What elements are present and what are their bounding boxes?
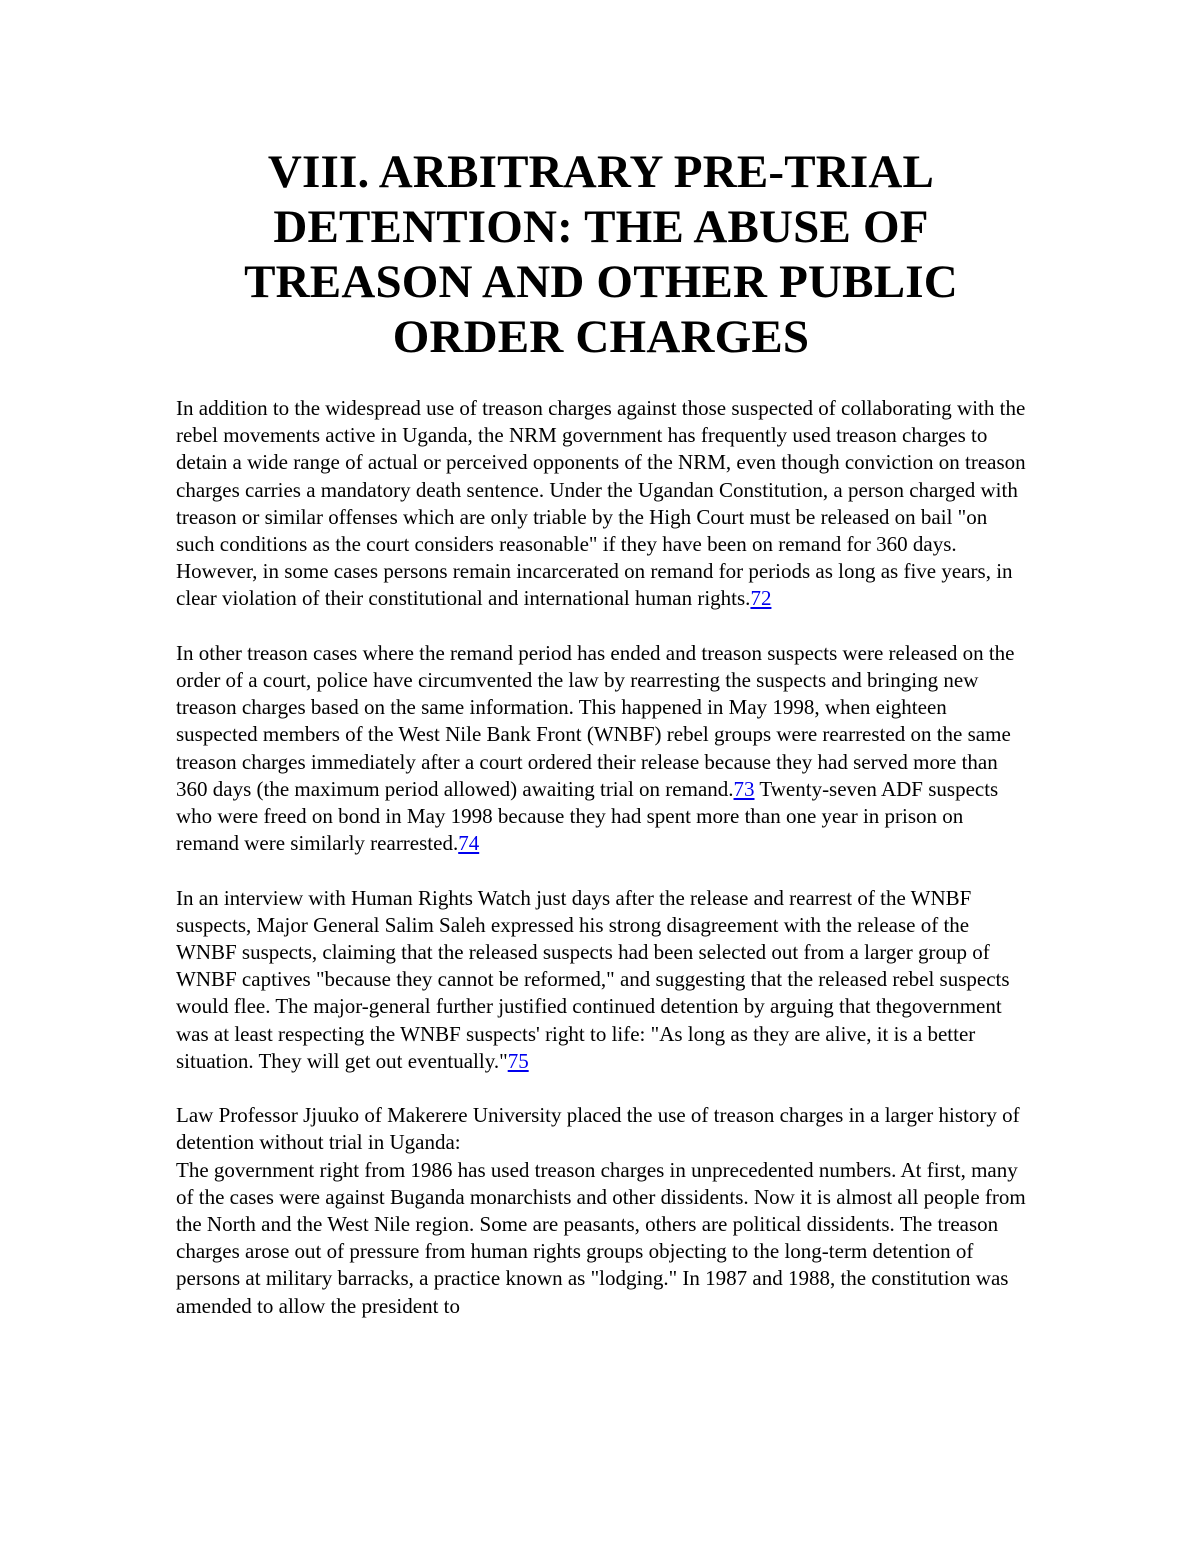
paragraph-4-text: Law Professor Jjuuko of Makerere University placed the use of treason charges in a larger history of detention without trial in Uganda:: [176, 1103, 1020, 1155]
paragraph-5-quote: [176, 1157, 1026, 1320]
paragraph-4: [176, 1102, 1026, 1156]
paragraph-2-text-a: In other treason cases where the remand period has ended and treason suspects were released on the order of a court, police have circumvented the law by rearresting the suspects and bringing new treason charges based on the same information. This happened in May 1998, when eighteen suspected members of the West Nile Bank Front (WNBF) rebel groups were rearrested on the same treason charges immediately after a court ordered their release because they had served more than 360 days (the maximum period allowed) awaiting trial on remand.: [176, 640, 1015, 801]
paragraph-2: [176, 640, 1026, 858]
title-line-2: DETENTION: THE ABUSE OF: [273, 201, 929, 253]
footnote-link-73[interactable]: 73: [733, 776, 755, 801]
paragraph-1: [176, 395, 1026, 613]
footnote-link-72[interactable]: 72: [750, 586, 772, 611]
paragraph-5-text: The government right from 1986 has used treason charges in unprecedented numbers. At first, many of the cases were against Buganda monarchists and other dissidents. Now it is almost all people from the North and the West Nile region. Some are peasants, others are political dissidents. The treason charges arose out of pressure from human rights groups objecting to the long-term detention of persons at military barracks, a practice known as "lodging." In 1987 and 1988, the constitution was amended to allow the president to: [176, 1157, 1026, 1318]
title-line-1: VIII. ARBITRARY PRE-TRIAL: [267, 146, 935, 198]
footnote-link-75[interactable]: 75: [507, 1048, 529, 1073]
paragraph-2-text-b: Twenty-seven ADF suspects who were freed on bond in May 1998 because they had spent more than one year in prison on remand were similarly rearrested.: [176, 776, 999, 856]
footnote-link-74[interactable]: 74: [458, 831, 480, 856]
title-line-3: TREASON AND OTHER PUBLIC: [244, 256, 958, 308]
paragraph-3: [176, 885, 1026, 1075]
paragraph-1-text: In addition to the widespread use of treason charges against those suspected of collaborating with the rebel movements active in Uganda, the NRM government has frequently used treason charges to detain a wide range of actual or perceived opponents of the NRM, even though conviction on treason charges carries a mandatory death sentence. Under the Ugandan Constitution, a person charged with treason or similar offenses which are only triable by the High Court must be released on bail "on such conditions as the court considers reasonable" if they have been on remand for 360 days. However, in some cases persons remain incarcerated on remand for periods as long as five years, in clear violation of their constitutional and international human rights.: [176, 396, 1026, 611]
title-line-4: ORDER CHARGES: [392, 311, 810, 363]
document-page: [176, 145, 1026, 1320]
page-title: [176, 145, 1026, 365]
paragraph-3-text: In an interview with Human Rights Watch just days after the release and rearrest of the WNBF suspects, Major General Salim Saleh expressed his strong disagreement with the release of the WNBF suspects, claiming that the released suspects had been selected out from a larger group of WNBF captives "because they cannot be reformed," and suggesting that the released rebel suspects would flee. The major-general further justified continued detention by arguing that thegovernment was at least respecting the WNBF suspects' right to life: "As long as they are alive, it is a better situation. They will get out eventually.": [176, 885, 1010, 1073]
